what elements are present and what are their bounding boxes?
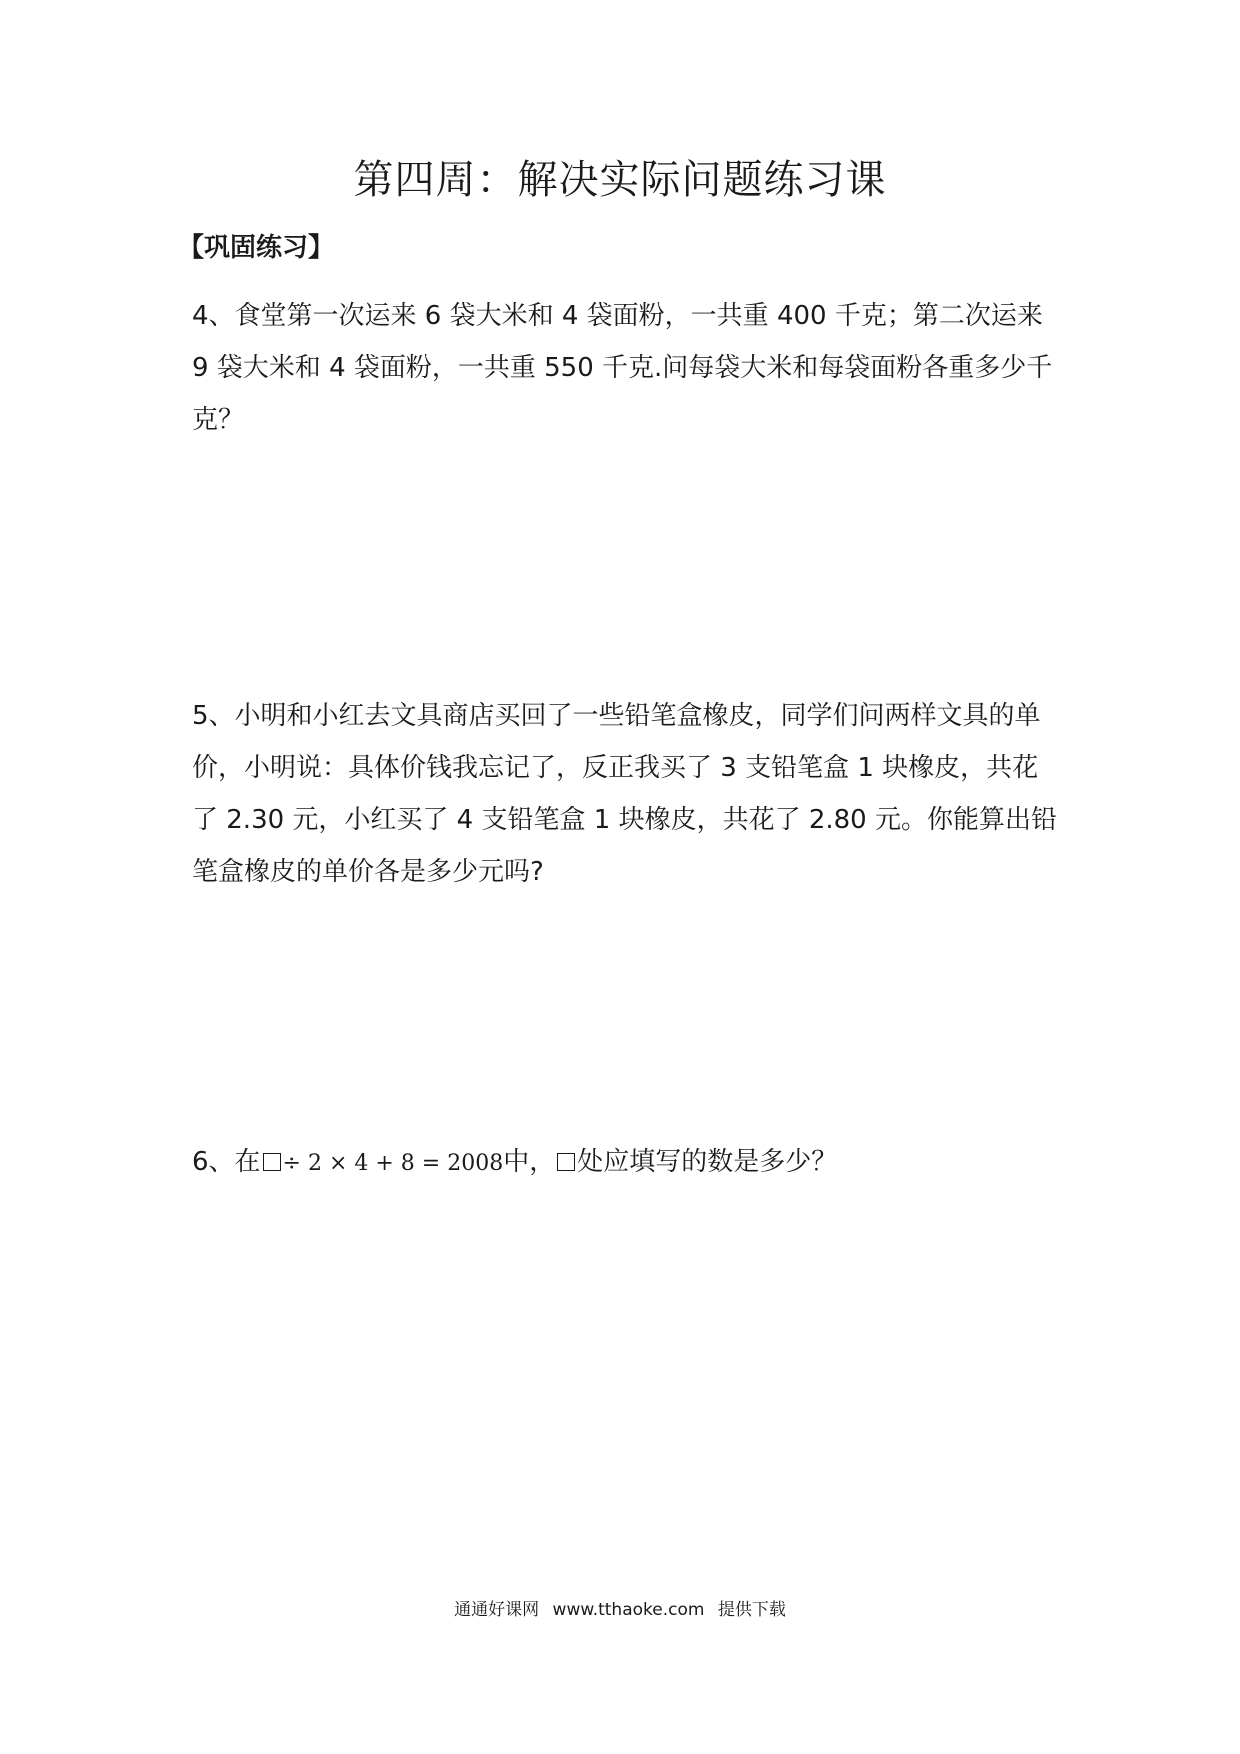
question-5: 5、小明和小红去文具商店买回了一些铅笔盒橡皮，同学们问两样文具的单价，小明说：具体价钱我忘记了，反正我买了 3 支铅笔盒 1 块橡皮，共花了 2.30 元，小红买了 4 支铅笔盒 1 块橡皮，共花了 2.80 元。你能算出铅笔盒橡皮的单价各是多少元吗? (192, 701, 1057, 887)
section-heading: 【巩固练习】 (178, 233, 335, 263)
question-4: 4、食堂第一次运来 6 袋大米和 4 袋面粉，一共重 400 千克；第二次运来 9 袋大米和 4 袋面粉，一共重 550 千克.问每袋大米和每袋面粉各重多少千克？ (192, 301, 1053, 435)
question-6-prefix: 6、在 (192, 1147, 261, 1177)
page-title: 第四周：解决实际问题练习课 (353, 157, 887, 203)
footer-site-name: 通通好课网 (454, 1600, 540, 1620)
empty-square-icon (557, 1153, 575, 1171)
empty-square-icon (263, 1153, 281, 1171)
question-6-middle: 中， (503, 1147, 556, 1177)
footer (0, 1598, 1240, 1622)
footer-url[interactable]: www.tthaoke.com (552, 1600, 705, 1620)
question-6-suffix: 处应填写的数是多少？ (577, 1147, 838, 1177)
footer-action: 提供下载 (717, 1600, 786, 1620)
question-6-expression: ÷ 2 × 4 + 8 = 2008 (282, 1151, 504, 1176)
question-6 (192, 1136, 1062, 1190)
